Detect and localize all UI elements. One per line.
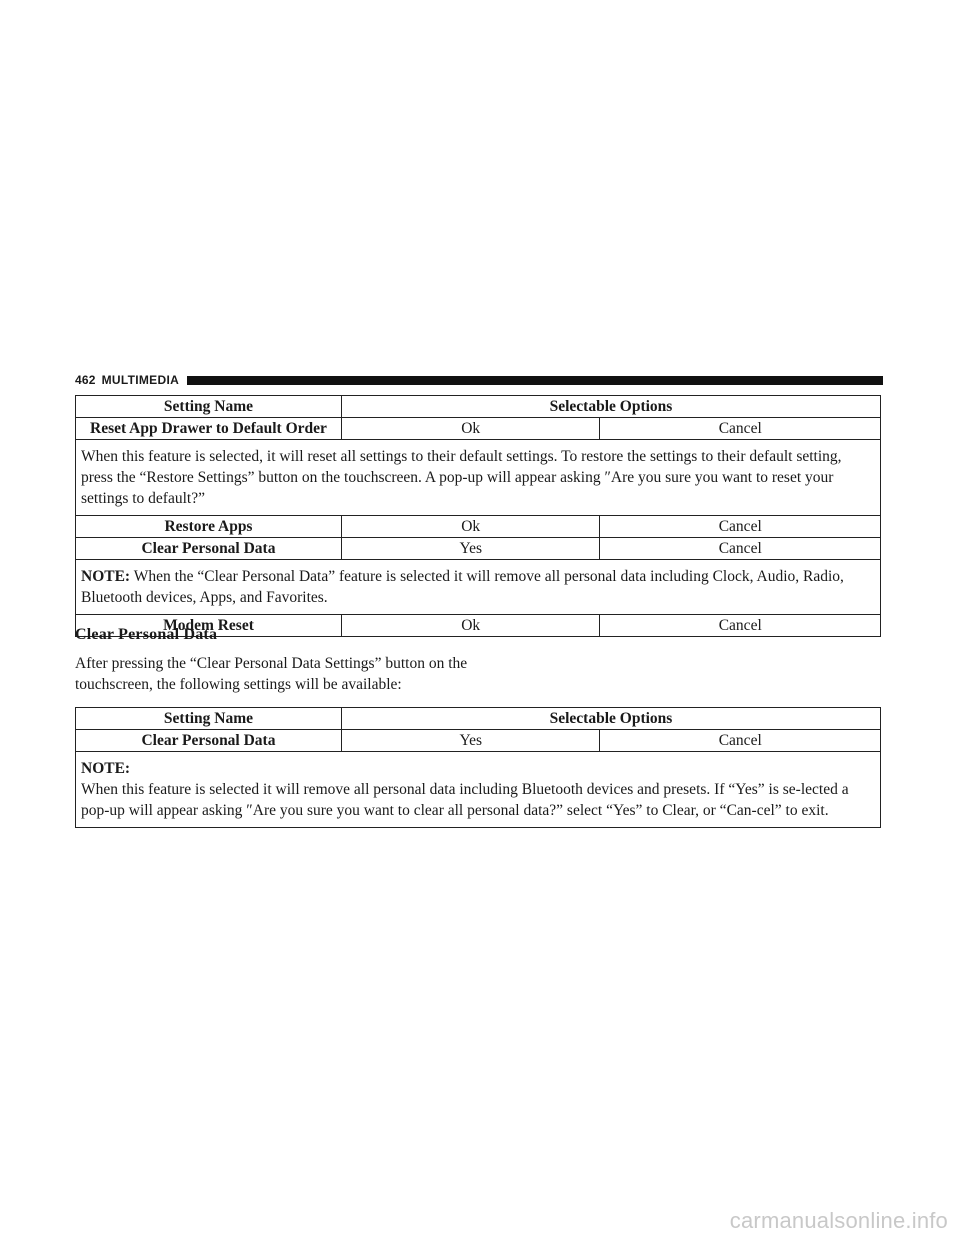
option-cell: Yes [341, 538, 600, 560]
option-cell: Ok [341, 615, 600, 637]
option-cell: Cancel [600, 418, 881, 440]
option-cell: Cancel [600, 615, 881, 637]
setting-name-cell: Reset App Drawer to Default Order [76, 418, 342, 440]
option-cell: Cancel [600, 730, 881, 752]
page-number: 462 [75, 373, 96, 387]
note-cell [76, 560, 881, 615]
description-cell: When this feature is selected, it will reset all settings to their default settings. To restore the settings to their default setting, press the “Restore Settings” button on the touchscreen. A pop-up will appear asking ″Are you sure you want to reset your settings to default?” [76, 440, 881, 516]
table-header-row [76, 396, 881, 418]
settings-table-2 [75, 707, 881, 828]
setting-name-cell: Restore Apps [76, 516, 342, 538]
table-row [76, 538, 881, 560]
note-cell [76, 752, 881, 828]
page-header [75, 372, 883, 388]
setting-name-cell: Clear Personal Data [76, 538, 342, 560]
section-paragraph: After pressing the “Clear Personal Data Settings” button on the touchscreen, the following settings will be available: [75, 655, 468, 693]
option-cell: Cancel [600, 538, 881, 560]
option-cell: Cancel [600, 516, 881, 538]
setting-name-cell: Clear Personal Data [76, 730, 342, 752]
table-row [76, 516, 881, 538]
option-cell: Ok [341, 418, 600, 440]
col-header-setting-name: Setting Name [76, 708, 342, 730]
note-text: When this feature is selected it will remove all personal data including Bluetooth devices and presets. If “Yes” is se-lected a pop-up will appear asking ″Are you sure you want to clear all personal data?” select “Yes” to Clear, or “Can-cel” to exit. [81, 781, 849, 819]
note-text: When the “Clear Personal Data” feature is selected it will remove all personal data including Clock, Audio, Radio, Bluetooth devices, Apps, and Favorites. [81, 568, 844, 606]
option-cell: Yes [341, 730, 600, 752]
note-label: NOTE: [81, 760, 131, 777]
table-row [76, 418, 881, 440]
table-header-row [76, 708, 881, 730]
note-row [76, 752, 881, 828]
col-header-setting-name: Setting Name [76, 396, 342, 418]
option-cell: Ok [341, 516, 600, 538]
section-title: MULTIMEDIA [101, 373, 180, 387]
section-heading: Clear Personal Data [75, 626, 218, 643]
note-row [76, 560, 881, 615]
col-header-selectable-options: Selectable Options [341, 396, 880, 418]
settings-table-1 [75, 395, 881, 637]
header-rule [187, 376, 883, 385]
watermark: carmanualsonline.info [729, 1208, 948, 1233]
col-header-selectable-options: Selectable Options [341, 708, 880, 730]
note-label: NOTE: [81, 568, 131, 585]
description-row [76, 440, 881, 516]
setting-name-cell: Modem Reset [76, 615, 342, 637]
table-row [76, 730, 881, 752]
